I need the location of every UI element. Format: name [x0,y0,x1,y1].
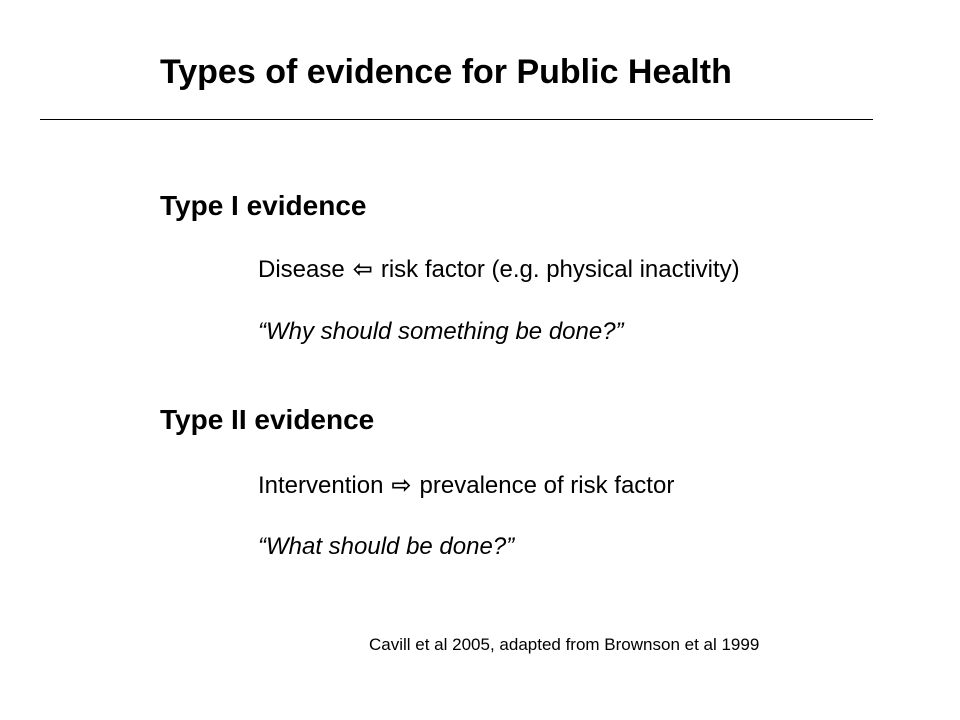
type-2-question: “What should be done?” [258,533,515,560]
type-1-question: “Why should something be done?” [258,318,624,345]
type-2-relation [258,471,674,500]
type-2-heading: Type II evidence [160,404,375,435]
slide-title: Types of evidence for Public Health [160,53,732,91]
citation: Cavill et al 2005, adapted from Brownson et al 1999 [369,635,760,654]
type-2-relation-right: prevalence of risk factor [419,472,675,499]
type-1-relation-left: Disease [258,256,345,283]
type-1-relation [258,255,740,284]
arrow-left-icon: ⇦ [352,256,373,283]
type-1-relation-right: risk factor (e.g. physical inactivity) [380,256,740,283]
type-1-heading: Type I evidence [160,190,367,221]
type-2-relation-left: Intervention [258,472,384,499]
title-divider [40,119,873,120]
arrow-right-icon: ⇨ [391,472,412,499]
